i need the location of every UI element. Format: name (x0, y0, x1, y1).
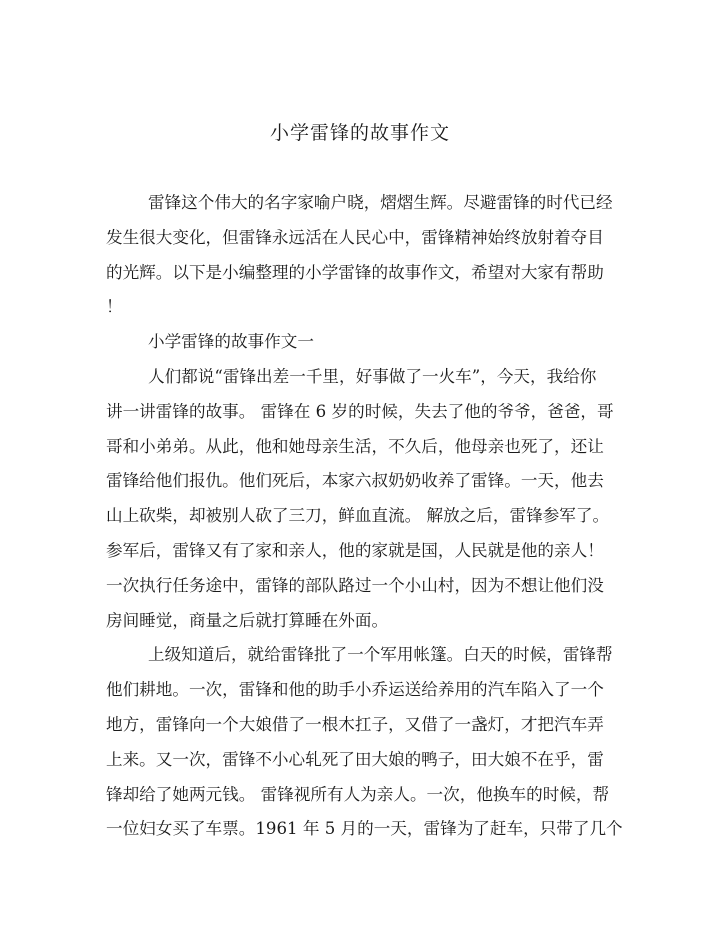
paragraph-line: 参军后，雷锋又有了家和亲人，他的家就是国，人民就是他的亲人！ (106, 540, 604, 560)
paragraph-line: 地方，雷锋向一个大娘借了一根木扛子，又借了一盏灯，才把汽车弄 (106, 714, 604, 734)
document-body (106, 186, 623, 847)
paragraph-line: 一位妇女买了车票。1961 年 5 月的一天，雷锋为了赶车，只带了几个 (106, 819, 623, 839)
paragraph-line: 锋却给了她两元钱。 雷锋视所有人为亲人。一次，他换车的时候，帮 (106, 784, 610, 804)
paragraph-line: 山上砍柴，却被别人砍了三刀，鲜血直流。 解放之后，雷锋参军了。 (106, 506, 610, 526)
paragraph-line: 的光辉。以下是小编整理的小学雷锋的故事作文，希望对大家有帮助 (106, 262, 604, 282)
paragraph-line: 发生很大变化，但雷锋永远活在人民心中，雷锋精神始终放射着夺目 (106, 227, 604, 247)
paragraph-line: 人们都说“雷锋出差一千里，好事做了一火车”，今天，我给你 (148, 366, 597, 386)
paragraph-line: 讲一讲雷锋的故事。 雷锋在 6 岁的时候，失去了他的爷爷，爸爸，哥 (106, 401, 614, 421)
paragraph-line: 房间睡觉，商量之后就打算睡在外面。 (106, 610, 389, 630)
section-heading: 小学雷锋的故事作文一 (148, 332, 314, 352)
paragraph-line: 雷锋给他们报仇。他们死后，本家六叔奶奶收养了雷锋。一天，他去 (106, 471, 604, 491)
paragraph-line: 哥和小弟弟。从此，他和她母亲生活，不久后，他母亲也死了，还让 (106, 436, 604, 456)
paragraph-line: 雷锋这个伟大的名字家喻户晓，熠熠生辉。尽避雷锋的时代已经 (148, 193, 613, 212)
document-title: 小学雷锋的故事作文 (269, 122, 450, 144)
paragraph-line: 他们耕地。一次，雷锋和他的助手小乔运送给养用的汽车陷入了一个 (106, 680, 604, 700)
paragraph-line: 一次执行任务途中，雷锋的部队路过一个小山村，因为不想让他们没 (106, 575, 604, 595)
paragraph-line: 上级知道后，就给雷锋批了一个军用帐篷。白天的时候，雷锋帮 (148, 645, 613, 665)
paragraph-line: ！ (106, 297, 123, 317)
paragraph-line: 上来。又一次，雷锋不小心轧死了田大娘的鸭子，田大娘不在乎，雷 (106, 749, 604, 769)
